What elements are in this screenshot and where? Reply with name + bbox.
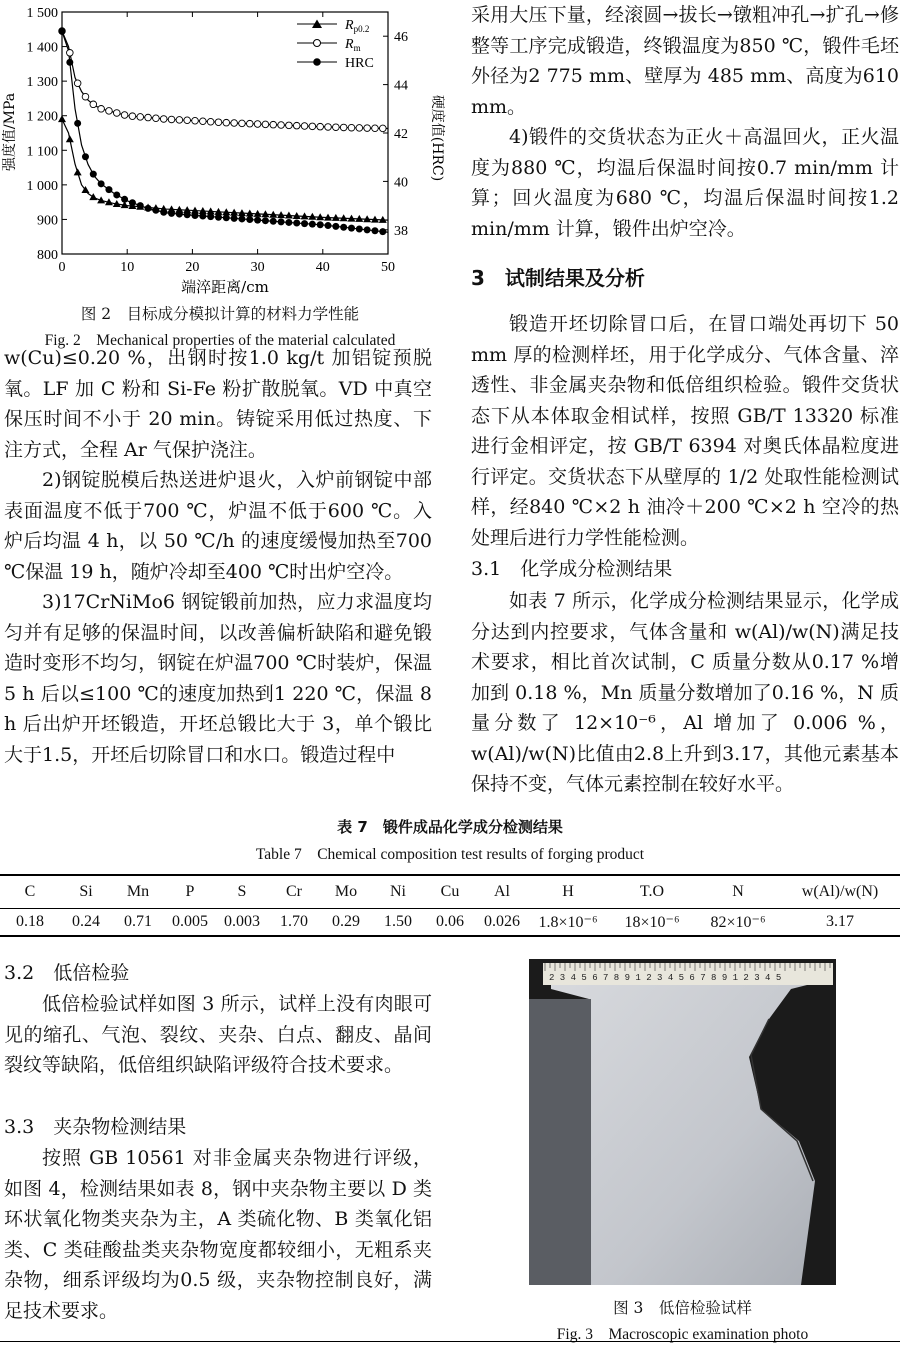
- hrc-data-point: [160, 209, 167, 216]
- y-tick-label: 1 400: [26, 40, 58, 56]
- rm-data-point: [309, 123, 316, 130]
- table7: [0, 874, 900, 937]
- hrc-data-point: [293, 220, 300, 227]
- section-3-3-heading: 3.3 夹杂物检测结果: [4, 1116, 187, 1138]
- rm-data-point: [215, 119, 222, 126]
- hrc-data-point: [332, 223, 339, 230]
- hrc-data-point: [129, 199, 136, 206]
- figure2-caption-cn: 图 2 目标成分模拟计算的材料力学性能: [80, 305, 360, 323]
- table7-cell: 18×10⁻⁶: [608, 908, 696, 936]
- hrc-data-point: [145, 205, 152, 212]
- rm-data-point: [379, 125, 386, 132]
- hrc-data-point: [348, 225, 355, 232]
- y2-tick-label: 42: [394, 127, 408, 142]
- left-column-text: [4, 343, 432, 770]
- rm-data-point: [153, 115, 160, 122]
- table7-header: N: [696, 875, 780, 908]
- right-column-bottom-text: [471, 586, 899, 800]
- hrc-data-point: [379, 228, 386, 235]
- rp02-data-point: [66, 135, 74, 142]
- rm-data-point: [286, 122, 293, 129]
- table7-cell: 0.003: [216, 908, 268, 936]
- right-paragraph-1: 采用大压下量，经滚圆→拔长→镦粗冲孔→扩孔→修整等工序完成锻造，终锻温度为850 ℃，锻件毛坯外径为2 775 mm、壁厚为 485 mm、高度为610 mm。: [471, 4, 899, 118]
- rm-data-point: [74, 80, 81, 87]
- table7-cell: 0.24: [60, 908, 112, 936]
- y-tick-label: 1 100: [26, 144, 58, 160]
- figure2-caption-en: Fig. 2 Mechanical properties of the material calculated: [44, 332, 396, 349]
- x-tick-label: 10: [120, 260, 135, 275]
- hrc-data-point: [152, 207, 159, 214]
- table7-cell: 1.50: [372, 908, 424, 936]
- right-column-mid-text: [471, 309, 899, 553]
- rp02-data-point: [74, 168, 82, 175]
- rm-data-point: [239, 120, 246, 127]
- rm-data-point: [270, 121, 277, 128]
- rm-data-point: [278, 122, 285, 129]
- left-paragraph-1: w(Cu)≤0.20 %，出钢时按1.0 kg/t 加铝锭预脱氧。LF 加 C 粉和 Si-Fe 粉扩散脱氧。VD 中真空保压时间不小于 20 min。铸锭采用低过热度、下注方式，全程 Ar 气保护浇注。: [4, 347, 432, 461]
- rm-data-point: [340, 124, 347, 131]
- series-markers: [58, 28, 387, 235]
- section-3-2-text: [4, 989, 432, 1081]
- table7-cell: 82×10⁻⁶: [696, 908, 780, 936]
- hrc-data-point: [215, 214, 222, 221]
- hrc-data-point: [254, 217, 261, 224]
- rm-data-point: [356, 125, 363, 132]
- rm-data-point: [301, 123, 308, 130]
- hrc-data-point: [317, 221, 324, 228]
- table7-caption: [0, 816, 900, 864]
- hrc-data-point: [98, 180, 105, 187]
- slab-side-face: [529, 999, 591, 1285]
- hrc-data-point: [90, 171, 97, 178]
- hrc-data-point: [301, 220, 308, 227]
- figure3-caption: [529, 1296, 836, 1344]
- rm-data-point: [372, 125, 379, 132]
- y2-tick-label: 40: [394, 175, 408, 191]
- x-tick-label: 50: [381, 260, 395, 275]
- y-tick-label: 1 000: [26, 178, 58, 194]
- table7-value-row: [0, 908, 900, 936]
- table7-header-row: [0, 875, 900, 908]
- hrc-data-point: [231, 215, 238, 222]
- rm-data-point: [176, 117, 183, 124]
- table7-cell: 3.17: [780, 908, 900, 936]
- right-column-top-text: [471, 0, 899, 244]
- table7-header: H: [528, 875, 608, 908]
- y-tick-label: 1 500: [26, 6, 58, 21]
- y-tick-label: 800: [37, 248, 58, 263]
- rm-data-point: [82, 93, 89, 100]
- rm-data-point: [90, 101, 97, 108]
- rm-data-point: [106, 108, 113, 115]
- rp02-data-point: [89, 193, 97, 200]
- x-axis-label: 端淬距离/cm: [181, 278, 269, 296]
- hrc-data-point: [184, 211, 191, 218]
- x-tick-label: 20: [185, 260, 200, 275]
- y2-tick-label: 46: [394, 30, 408, 46]
- hrc-data-point: [105, 186, 112, 193]
- table7-header: w(Al)/w(N): [780, 875, 900, 908]
- section-3-3-text: [4, 1143, 432, 1326]
- hrc-data-point: [199, 213, 206, 220]
- table7-cell: 0.06: [424, 908, 476, 936]
- table7-header: Al: [476, 875, 528, 908]
- section-3-heading: 3 试制结果及分析: [471, 266, 645, 290]
- figure3-caption-en: Fig. 3 Macroscopic examination photo: [556, 1326, 809, 1343]
- hrc-data-point: [121, 196, 128, 203]
- table7-cell: 0.71: [112, 908, 164, 936]
- table7-cell: 1.8×10⁻⁶: [528, 908, 608, 936]
- rm-data-point: [192, 117, 199, 124]
- y2-tick-label: 38: [394, 223, 408, 239]
- rm-data-point: [231, 120, 238, 127]
- legend-label-rp02: $R_{p0.2}$: [345, 18, 370, 34]
- hrc-data-point: [66, 59, 73, 66]
- hrc-data-point: [168, 210, 175, 217]
- table7-header: Mn: [112, 875, 164, 908]
- hrc-data-point: [207, 213, 214, 220]
- table7-cell: 0.005: [164, 908, 216, 936]
- table7-cell: 0.29: [320, 908, 372, 936]
- hrc-data-point: [278, 218, 285, 225]
- rm-data-point: [333, 124, 340, 131]
- hrc-data-point: [82, 153, 89, 160]
- ruler-numbers: 2 3 4 5 6 7 8 9 1 2 3 4 5 6 7 8 9 1 2 3 4 5: [549, 973, 782, 983]
- rm-data-point: [262, 121, 269, 128]
- rm-data-point: [160, 116, 167, 123]
- y-tick-label: 1 200: [26, 109, 58, 125]
- rm-data-point: [129, 113, 136, 120]
- hrc-data-point: [371, 227, 378, 234]
- hrc-data-point: [364, 226, 371, 233]
- rm-data-point: [317, 123, 324, 130]
- rm-data-point: [121, 112, 128, 119]
- legend-filled-circle-icon: [313, 58, 321, 66]
- chart-legend: [297, 18, 374, 71]
- left-paragraph-3: 3)17CrNiMo6 钢锭锻前加热，应力求温度均匀并有足够的保温时间，以改善偏析缺陷和避免锻造时变形不均匀，钢锭在炉温700 ℃时装炉，保温 5 h 后以≤100 ℃的速度加热到1 220 ℃，保温 8 h 后出炉开坯锻造，开坯总锻比大于 3，单个锻比大于1.5，开坯后切除冒口和水口。锻造过程中: [4, 591, 432, 766]
- hrc-data-point: [74, 120, 81, 127]
- rm-data-point: [113, 110, 120, 117]
- rm-data-point: [184, 117, 191, 124]
- rm-data-point: [325, 124, 332, 131]
- table7-title-en: Table 7 Chemical composition test results of forging product: [255, 846, 645, 863]
- rm-data-point: [67, 49, 74, 56]
- section-3-2-paragraph: 低倍检验试样如图 3 所示，试样上没有肉眼可见的缩孔、气泡、裂纹、夹杂、白点、翻皮、晶间裂纹等缺陷，低倍组织缺陷评级符合技术要求。: [4, 993, 432, 1076]
- y2-axis-label: 硬度值(HRC): [429, 94, 445, 182]
- rm-data-point: [145, 114, 152, 121]
- table7-header: Cr: [268, 875, 320, 908]
- table7-cell: 1.70: [268, 908, 320, 936]
- rm-data-point: [254, 121, 261, 128]
- section-3-3-paragraph: 按照 GB 10561 对非金属夹杂物进行评级，如图 4，检测结果如表 8，钢中夹杂物主要以 D 类环状氧化物类夹杂为主，A 类硫化物、B 类氧化铝类、C 类硅酸盐类夹杂物宽度都较细小，无粗系夹杂物，细系评级均为0.5 级，夹杂物控制良好，满足技术要求。: [4, 1147, 432, 1322]
- rm-data-point: [223, 119, 230, 126]
- table7-header: T.O: [608, 875, 696, 908]
- hrc-data-point: [309, 221, 316, 228]
- x-tick-label: 30: [250, 260, 265, 275]
- page-bottom-rule: [0, 1341, 900, 1342]
- sample-photo-illustration: [529, 959, 836, 1285]
- hrc-data-point: [285, 219, 292, 226]
- figure3-caption-cn: 图 3 低倍检验试样: [613, 1299, 752, 1317]
- hrc-data-point: [356, 226, 363, 233]
- legend-open-circle-icon: [314, 40, 321, 47]
- table7-header: Si: [60, 875, 112, 908]
- hrc-data-point: [246, 216, 253, 223]
- y-axis-label: 强度值/MPa: [2, 92, 18, 172]
- legend-label-rm: $R_m$: [345, 37, 361, 53]
- table7-header: Mo: [320, 875, 372, 908]
- hrc-data-point: [340, 224, 347, 231]
- hrc-data-point: [176, 211, 183, 218]
- table7-header: P: [164, 875, 216, 908]
- rm-data-point: [98, 106, 105, 113]
- right-paragraph-2: 4)锻件的交货状态为正火＋高温回火，正火温度为880 ℃，均温后保温时间按0.7 min/mm 计算；回火温度为680 ℃，均温后保温时间按1.2 min/mm 计算，锻件出炉空冷。: [471, 126, 899, 240]
- table7-header: S: [216, 875, 268, 908]
- section-3-1-heading: 3.1 化学成分检测结果: [471, 558, 673, 580]
- rm-data-point: [168, 116, 175, 123]
- rm-data-point: [200, 118, 207, 125]
- right-paragraph-4: 如表 7 所示，化学成分检测结果显示，化学成分达到内控要求，气体含量和 w(Al)/w(N)满足技术要求，相比首次试制，C 质量分数从0.17 %增加到 0.18 %，Mn 质量分数增加了0.16 %，N 质量分数了 12×10⁻⁶，Al 增加了 0.006 %，w(Al)/w(N)比值由2.8上升到3.17，其他元素基本保持不变，气体元素控制在较好水平。: [471, 590, 899, 795]
- hrc-data-point: [270, 218, 277, 225]
- y2-tick-label: 44: [394, 78, 408, 94]
- table7-header: Cu: [424, 875, 476, 908]
- hrc-data-point: [137, 202, 144, 209]
- table7-header: C: [0, 875, 60, 908]
- hrc-data-point: [113, 191, 120, 198]
- y-tick-label: 1 300: [26, 75, 58, 91]
- hrc-data-point: [59, 28, 66, 35]
- rm-data-point: [246, 120, 253, 127]
- hrc-data-point: [325, 222, 332, 229]
- hrc-data-point: [262, 217, 269, 224]
- hrc-data-point: [192, 212, 199, 219]
- table7-cell: 0.026: [476, 908, 528, 936]
- x-tick-label: 40: [315, 260, 330, 275]
- x-tick-label: 0: [58, 260, 66, 275]
- section-3-2-heading: 3.2 低倍检验: [4, 962, 130, 984]
- rm-data-point: [207, 118, 214, 125]
- rm-data-point: [293, 122, 300, 129]
- hrc-data-point: [238, 215, 245, 222]
- legend-label-hrc: HRC: [345, 56, 374, 71]
- y-tick-label: 900: [37, 213, 58, 229]
- table7-header: Ni: [372, 875, 424, 908]
- mechanical-properties-chart: [0, 0, 445, 300]
- table7-cell: 0.18: [0, 908, 60, 936]
- rp02-data-point: [58, 115, 66, 122]
- left-paragraph-2: 2)钢锭脱模后热送进炉退火，入炉前钢锭中部表面温度不低于700 ℃，炉温不低于600 ℃。入炉后均温 4 h，以 50 ℃/h 的速度缓慢加热至700 ℃保温 19 h，随炉冷却至400 ℃时出炉空冷。: [4, 469, 432, 583]
- macroscopic-sample-photo: [529, 959, 836, 1285]
- hrc-data-point: [223, 214, 230, 221]
- table7-title-cn: 表 7 锻件成品化学成分检测结果: [337, 818, 563, 836]
- rm-data-point: [137, 114, 144, 121]
- right-paragraph-3: 锻造开坯切除冒口后，在冒口端处再切下 50 mm 厚的检测样坯，用于化学成分、气体含量、淬透性、非金属夹杂物和低倍组织检验。锻件交货状态下从本体取金相试样，按照 GB/T 13320 标准进行金相评定，按 GB/T 6394 对奥氏体晶粒度进行评定。交货状态下从壁厚的 1/2 处取性能检测试样，经840 ℃×2 h 油冷＋200 ℃×2 h 空冷的热处理后进行力学性能检测。: [471, 313, 899, 549]
- rm-data-point: [364, 125, 371, 132]
- rm-data-point: [348, 124, 355, 131]
